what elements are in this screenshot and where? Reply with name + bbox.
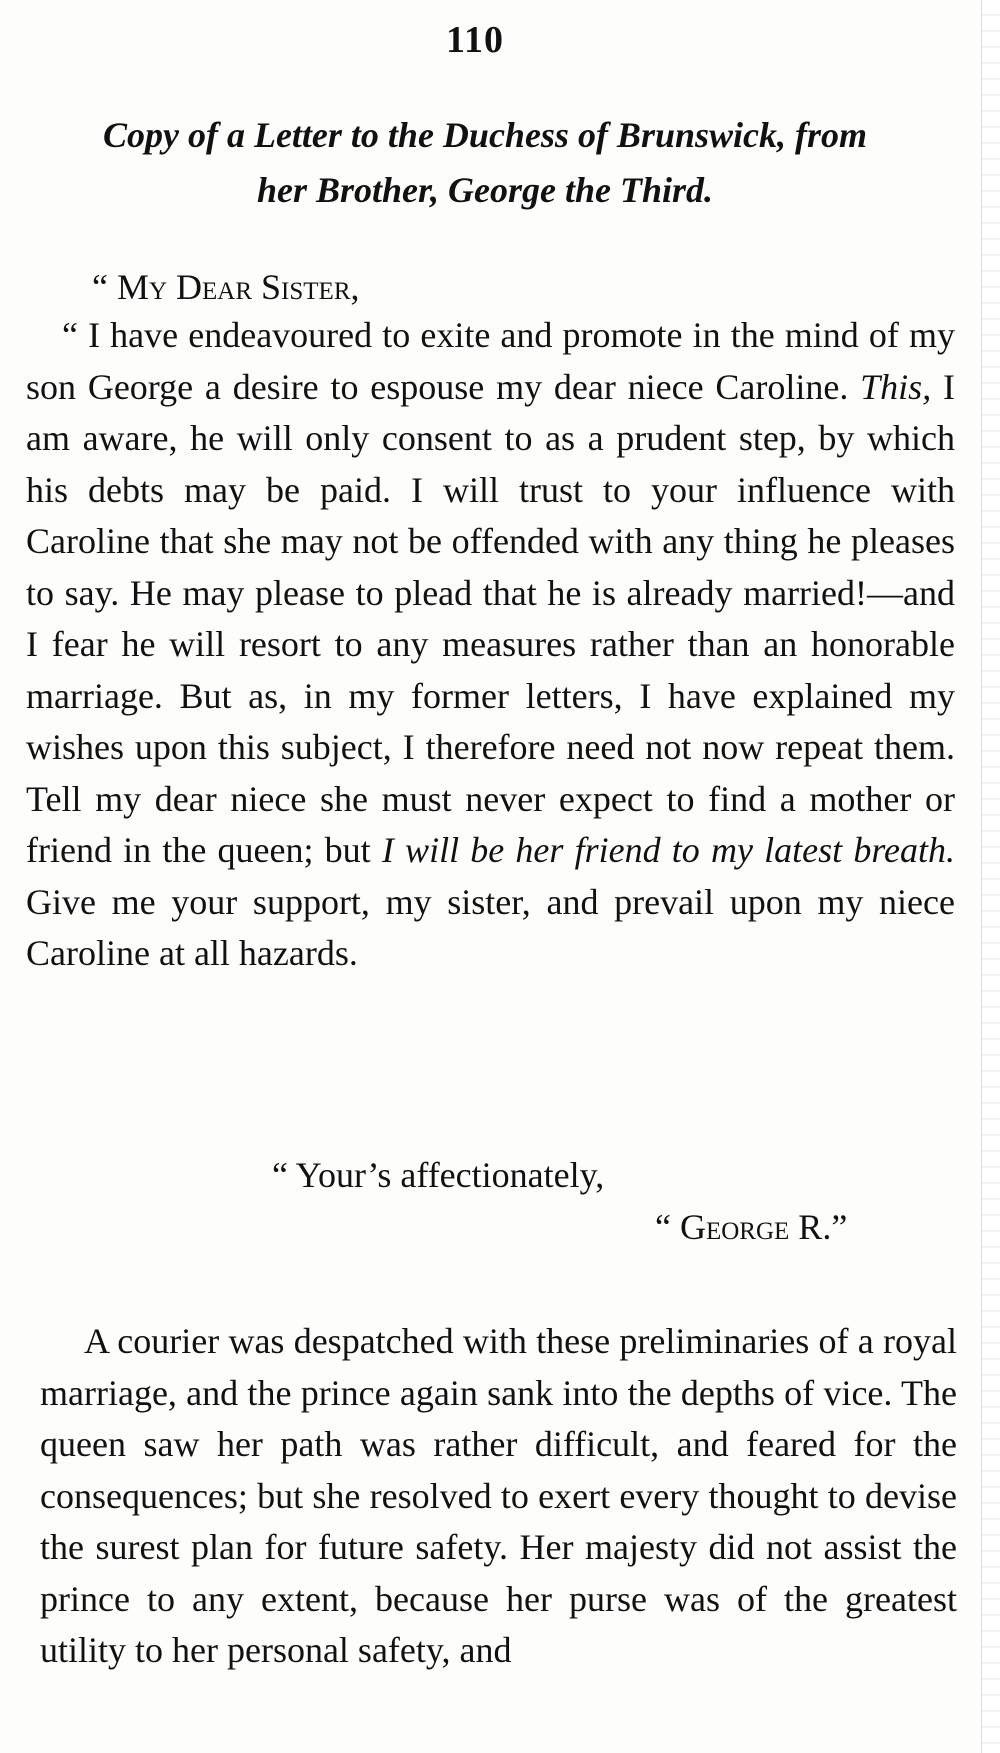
- letter-body-text-3: Give me your support, my sister, and prevail upon my niece Caroline at all hazards.: [26, 881, 955, 973]
- letter-body: [26, 310, 955, 980]
- title-line-2: her Brother, George the Third.: [256, 170, 714, 210]
- page-number: 110: [446, 19, 504, 61]
- letter-closing: “ Your’s affectionately,: [272, 1155, 605, 1195]
- page-edge: [981, 0, 1000, 1753]
- letter-body-italic-1: This,: [860, 366, 932, 407]
- letter-signature: “ George R.”: [655, 1207, 848, 1247]
- title-line-1: Copy of a Letter to the Duchess of Brunswick, from: [102, 115, 867, 155]
- letter-body-text-2: I am aware, he will only consent to as a prudent step, by which his debts may be paid. I will trust to your influence with Caroline that she may not be offended with any thing he pleases to say. He may please to plead that he is already married!—and I fear he will resort to any measures rather than an honorable marriage. But as, in my former letters, I have explained my wishes upon this subject, I therefore need not now repeat them. Tell my dear niece she must never expect to find a mother or friend in the queen; but: [26, 366, 955, 870]
- letter-title: [20, 108, 950, 218]
- letter-body-text-1: “ I have endeavoured to exite and promote in the mind of my son George a desire to espouse my dear niece Caroline.: [26, 315, 955, 407]
- narrative-paragraph: A courier was despatched with these preliminaries of a royal marriage, and the prince again sank into the depths of vice. The queen saw her path was rather difficult, and feared for the consequences; but she resolved to exert every thought to devise the surest plan for future safety. Her majesty did not assist the prince to any extent, because her purse was of the greatest utility to her personal safety, and: [40, 1321, 957, 1670]
- letter-salutation: “ My Dear Sister,: [92, 267, 360, 307]
- letter-body-italic-2: I will be her friend to my latest breath.: [381, 830, 956, 870]
